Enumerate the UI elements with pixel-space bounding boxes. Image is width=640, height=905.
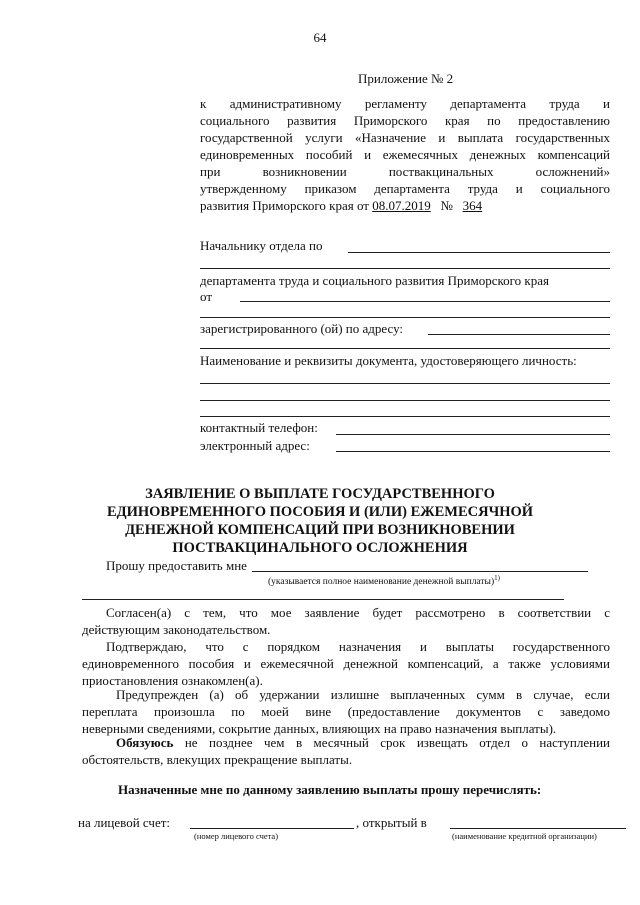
account-label: на лицевой счет:: [78, 815, 171, 830]
from-field-line[interactable]: [240, 301, 610, 302]
payment-heading: Назначенные мне по данному заявлению выплаты прошу перечислять:: [118, 782, 542, 797]
order-number: 364: [462, 198, 483, 213]
request-label: Прошу предоставить мне: [106, 558, 247, 573]
appendix-title: Приложение № 2: [358, 71, 454, 86]
confirm-line: единовременного пособия и ежемесячной денежной компенсаций, а также условиями: [82, 656, 610, 671]
obligation-line: обстоятельств, влекущих прекращение выплаты.: [82, 752, 353, 767]
account-number-line[interactable]: [190, 828, 354, 829]
id-document-line-1[interactable]: [200, 383, 610, 384]
opened-in-label: , открытый в: [356, 815, 427, 830]
footnote-marker: 1): [494, 574, 500, 582]
obligation-bold: Обязуюсь: [116, 735, 174, 750]
appendix-text: [200, 95, 610, 214]
phone-label: контактный телефон:: [200, 420, 318, 435]
order-date: 08.07.2019: [372, 198, 431, 213]
confirm-line: Подтверждаю, что с порядком назначения и выплаты государственного: [106, 639, 610, 654]
confirm-line: приостановления ознакомлен(а).: [82, 673, 263, 688]
id-document-label: Наименование и реквизиты документа, удостоверяющего личность:: [200, 353, 577, 368]
warned-line: неверными сведениями, сокрытие данных, влияющих на право назначения выплаты).: [82, 721, 557, 736]
consent-line: действующим законодательством.: [82, 622, 271, 637]
address-field-line-2[interactable]: [200, 348, 610, 349]
registered-label: зарегистрированного (ой) по адресу:: [200, 321, 404, 336]
appendix-last-line: [200, 197, 610, 214]
account-hint: (номер лицевого счета): [194, 831, 279, 841]
chief-label: Начальнику отдела по: [200, 238, 323, 253]
address-field-line[interactable]: [428, 334, 610, 335]
consent-line: Согласен(а) с тем, что мое заявление будет рассмотрено в соответствии с: [106, 605, 610, 620]
obligation-line: [82, 734, 610, 751]
obligation-rest: не позднее чем в месячный срок извещать отдел о наступлении: [184, 735, 610, 750]
confirm-paragraph: [82, 638, 610, 689]
email-label: электронный адрес:: [200, 438, 310, 453]
department-label: департамента труда и социального развития Приморского края: [200, 273, 549, 288]
request-hint: [268, 573, 500, 588]
warned-line: переплата произошла по моей вине (предоставление документов с заведомо: [82, 704, 610, 719]
id-document-line-3[interactable]: [200, 416, 610, 417]
appendix-line: к административному регламенту департамента труда и: [200, 96, 610, 111]
page-number: 64: [313, 30, 327, 45]
appendix-last-prefix: развития Приморского края от: [200, 198, 369, 213]
chief-field-line[interactable]: [348, 252, 610, 253]
bank-name-line[interactable]: [450, 828, 626, 829]
appendix-line: государственной услуги «Назначение и выплата государственных: [200, 130, 610, 145]
id-document-line-2[interactable]: [200, 400, 610, 401]
statement-title-line: ПОСТВАКЦИНАЛЬНОГО ОСЛОЖНЕНИЯ: [172, 540, 468, 556]
request-hint-text: (указывается полное наименование денежной выплаты): [268, 577, 495, 588]
chief-field-line-2[interactable]: [200, 268, 610, 269]
consent-paragraph: [82, 604, 610, 638]
request-field-line-2[interactable]: [82, 599, 564, 600]
warned-line: Предупрежден (а) об удержании излишне выплаченных сумм в случае, если: [116, 687, 610, 702]
warned-paragraph: [82, 686, 610, 737]
email-field-line[interactable]: [336, 451, 610, 452]
obligation-paragraph: [82, 734, 610, 768]
appendix-line: социального развития Приморского края по предоставлению: [200, 113, 610, 128]
from-field-line-2[interactable]: [200, 317, 610, 318]
appendix-line: при возникновении поствакцинальных осложнений»: [200, 164, 610, 179]
request-field-line[interactable]: [252, 571, 588, 572]
appendix-line: единовременных пособий и ежемесячных денежных компенсаций: [200, 147, 610, 162]
appendix-line: утвержденному приказом департамента труда и социального: [200, 181, 610, 196]
phone-field-line[interactable]: [336, 434, 610, 435]
number-sign: №: [440, 198, 453, 213]
bank-hint: (наименование кредитной организации): [452, 831, 597, 841]
from-label: от: [200, 289, 213, 304]
statement-title-line: ДЕНЕЖНОЙ КОМПЕНСАЦИЙ ПРИ ВОЗНИКНОВЕНИИ: [125, 522, 515, 538]
statement-title-line: ЕДИНОВРЕМЕННОГО ПОСОБИЯ И (ИЛИ) ЕЖЕМЕСЯЧНОЙ: [106, 504, 534, 520]
statement-title-line: ЗАЯВЛЕНИЕ О ВЫПЛАТЕ ГОСУДАРСТВЕННОГО: [145, 486, 495, 502]
